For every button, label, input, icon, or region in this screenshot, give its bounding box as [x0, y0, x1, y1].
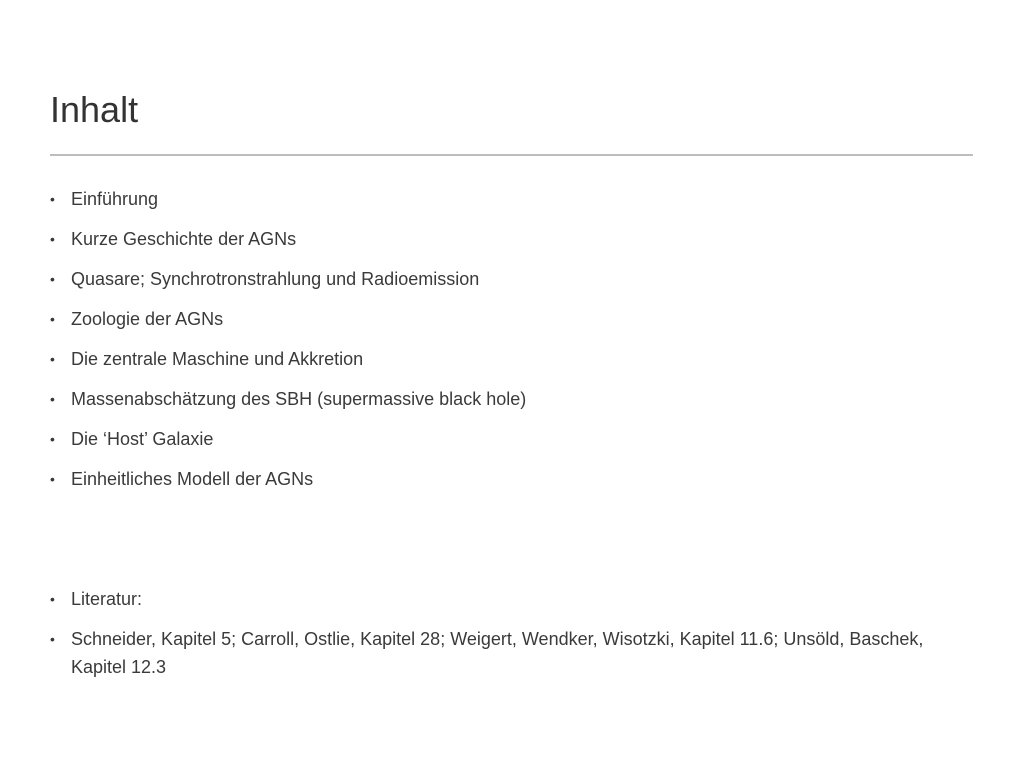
bullet-icon: • — [50, 471, 55, 487]
title-divider — [50, 154, 973, 156]
list-item-text: Die ‘Host’ Galaxie — [71, 429, 214, 449]
list-item — [50, 225, 970, 253]
literature-text: Schneider, Kapitel 5; Carroll, Ostlie, Kapitel 28; Weigert, Wendker, Wisotzki, Kapitel 11.6; Unsöld, Baschek, Kapitel 12.3 — [71, 629, 924, 677]
bullet-icon: • — [50, 391, 55, 407]
literature-references — [50, 625, 961, 681]
bullet-icon: • — [50, 631, 55, 647]
list-item-text: Die zentrale Maschine und Akkretion — [71, 349, 364, 369]
bullet-icon: • — [50, 311, 55, 327]
literature-label: Literatur: — [71, 589, 143, 609]
bullet-icon: • — [50, 231, 55, 247]
bullet-icon: • — [50, 431, 55, 447]
list-item — [50, 425, 970, 453]
list-item-text: Einführung — [71, 189, 159, 209]
bullet-icon: • — [50, 351, 55, 367]
list-item-text: Einheitliches Modell der AGNs — [71, 469, 314, 489]
list-item — [50, 385, 970, 413]
bullet-icon: • — [50, 271, 55, 287]
list-item — [50, 185, 970, 213]
list-item-text: Zoologie der AGNs — [71, 309, 224, 329]
list-item — [50, 305, 970, 333]
list-item — [50, 345, 970, 373]
literature-list — [50, 585, 970, 693]
bullet-icon: • — [50, 591, 55, 607]
list-item-text: Kurze Geschichte der AGNs — [71, 229, 297, 249]
list-item — [50, 265, 970, 293]
list-item-text: Quasare; Synchrotronstrahlung und Radioemission — [71, 269, 480, 289]
bullet-icon: • — [50, 191, 55, 207]
slide-title: Inhalt — [50, 89, 139, 130]
list-item — [50, 465, 970, 493]
list-item-text: Massenabschätzung des SBH (supermassive black hole) — [71, 389, 527, 409]
literature-label-item — [50, 585, 970, 613]
contents-list — [50, 185, 970, 505]
